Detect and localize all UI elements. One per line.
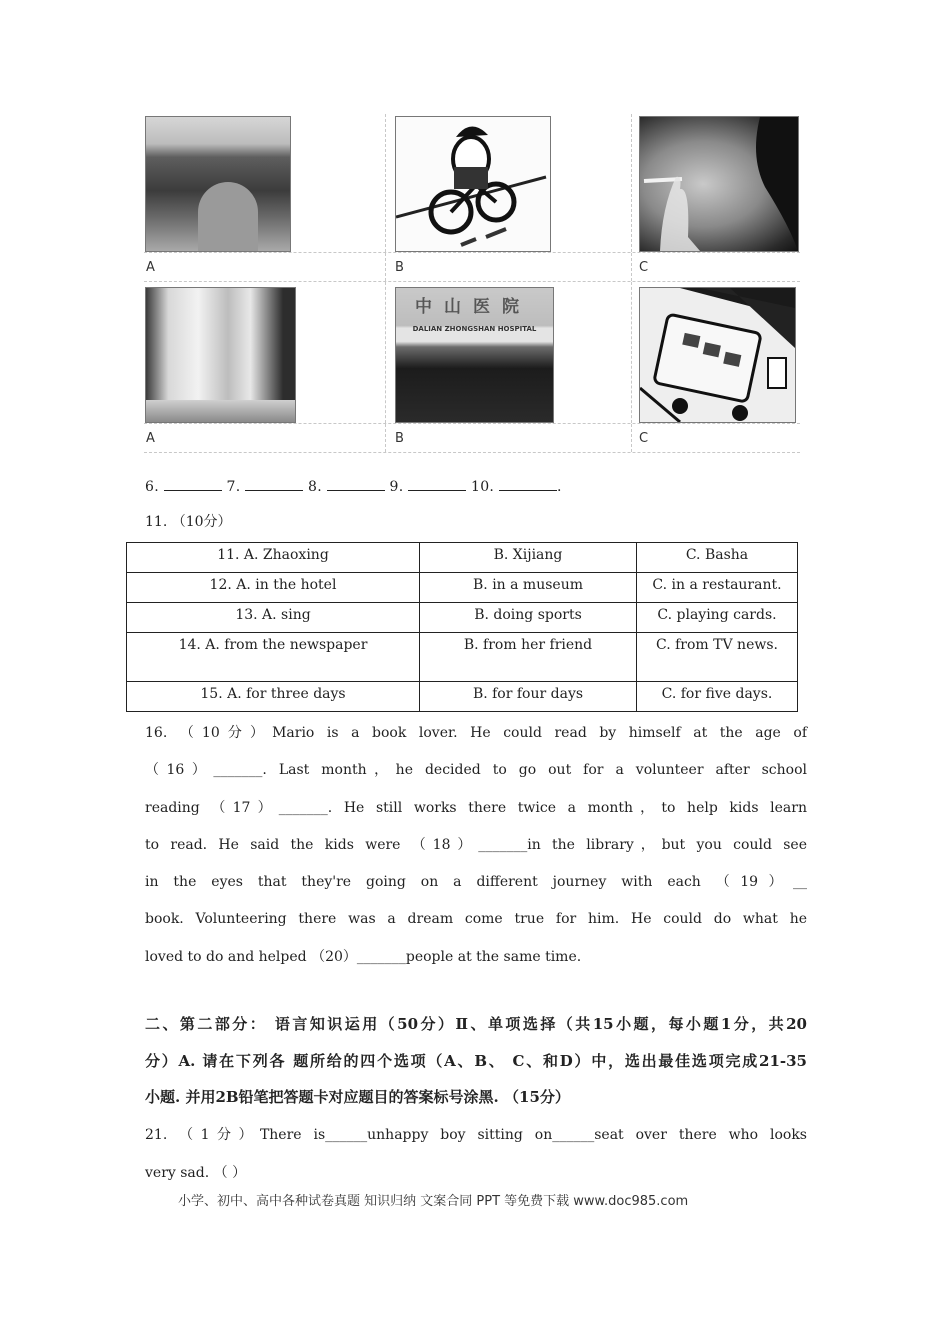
table-cell: C. in a restaurant. (637, 573, 798, 603)
picture-cell-2b (386, 282, 632, 423)
answer-number: 7. (226, 479, 241, 495)
answer-blank[interactable] (245, 478, 303, 491)
answer-number: 6. (145, 479, 159, 495)
passage-line: loved to do and helped （20）_______people at the same time. (145, 948, 582, 965)
table-row (127, 633, 798, 682)
option-label: A (144, 253, 386, 281)
bus-drawing-icon (640, 288, 795, 422)
boy-riding-bicycle-cartoon (395, 116, 551, 252)
question-line: 21. （1分）There is______unhappy boy sitting on______seat over there who looks (145, 1127, 807, 1143)
passage-line: （16）_______. Last month，he decided to go out for a volunteer after school (145, 762, 807, 779)
table-row (127, 543, 798, 573)
option-label: B (386, 424, 632, 452)
answer-blank[interactable] (164, 478, 222, 491)
answer-end-period: . (556, 479, 562, 495)
hospital-entrance-photo (395, 287, 554, 423)
picture-cell-1b (386, 114, 632, 252)
answer-number: 9. (389, 479, 404, 495)
table-cell: 13. A. sing (127, 603, 420, 633)
page-footer: 小学、初中、高中各种试卷真题 知识归纳 文案合同 PPT 等免费下载 www.doc985.com (178, 1194, 689, 1209)
picture-cell-2c (632, 282, 800, 423)
option-label: B (386, 253, 632, 281)
picture-cell-2a (144, 282, 386, 423)
passage-line: in the eyes that they're going on a different journey with each （19）__ (145, 874, 807, 891)
picture-row-1 (144, 114, 800, 252)
option-label: C (639, 260, 649, 275)
table-row (127, 682, 798, 712)
answer-blanks-6-10 (145, 478, 562, 495)
table-cell: B. in a museum (420, 573, 637, 603)
waterfall-photo (145, 287, 296, 423)
section-line: 二、第二部分： 语言知识运用（50分）Ⅱ、单项选择（共15小题，每小题1分，共20 (145, 1015, 807, 1033)
table-row (127, 603, 798, 633)
table-cell: C. from TV news. (637, 633, 798, 682)
section-line: 分）A. 请在下列各 题所给的四个选项（A、B、 C、和D）中，选出最佳选项完成21-35 (145, 1051, 807, 1070)
options-table (126, 542, 798, 712)
bridge-arch (198, 182, 258, 252)
section-two-instructions (145, 1006, 807, 1116)
table-cell: C. Basha (637, 543, 798, 573)
cloze-passage-16-20 (145, 715, 807, 976)
hospital-sign-chinese: 中山医院 (415, 297, 531, 317)
table-cell: 14. A. from the newspaper (127, 633, 420, 682)
picture-cell-1c (632, 114, 800, 252)
picture-row-2 (144, 282, 800, 423)
picture-labels-row-1 (144, 252, 800, 282)
option-label: C (639, 431, 649, 446)
question-21 (145, 1117, 807, 1192)
answer-number: 10. (471, 479, 495, 495)
bridge-with-crowd-photo (145, 116, 291, 252)
answer-blank[interactable] (499, 478, 557, 491)
passage-line: to read. He said the kids were （18）_______in the library，but you could see (145, 836, 807, 853)
table-cell: 12. A. in the hotel (127, 573, 420, 603)
picture-cell-1a (144, 114, 386, 252)
question-line: very sad. （ ） (145, 1164, 247, 1181)
table-cell: 11. A. Zhaoxing (127, 543, 420, 573)
passage-line: book. Volunteering there was a dream come true for him. He could do what he (145, 911, 807, 928)
table-cell: 15. A. for three days (127, 682, 420, 712)
passage-line: reading （17）_______. He still works there twice a month，to help kids learn (145, 799, 807, 816)
table-row (127, 573, 798, 603)
table-cell: C. playing cards. (637, 603, 798, 633)
table-cell: B. for four days (420, 682, 637, 712)
answer-number: 8. (308, 479, 322, 495)
passage-line: 16. （10分）Mario is a book lover. He could read by himself at the age of (145, 725, 807, 741)
section-line: 小题. 并用2B铅笔把答题卡对应题目的答案标号涂黑. （15分） (145, 1088, 570, 1106)
table-cell: C. for five days. (637, 682, 798, 712)
water-pool (146, 400, 295, 422)
question-11-title: 11. （10分） (145, 514, 232, 530)
option-label: A (144, 424, 386, 452)
table-cell: B. Xijiang (420, 543, 637, 573)
bus-stop-cartoon (639, 287, 796, 423)
hospital-sign-english: DALIAN ZHONGSHAN HOSPITAL (412, 325, 537, 333)
answer-blank[interactable] (408, 478, 466, 491)
table-cell: B. doing sports (420, 603, 637, 633)
picture-labels-row-2 (144, 423, 800, 453)
answer-blank[interactable] (327, 478, 385, 491)
picture-grid (144, 114, 800, 453)
table-cell: B. from her friend (420, 633, 637, 682)
bicycle-drawing-icon (396, 117, 550, 251)
cigarette-hand-icon (640, 117, 798, 251)
hand-holding-cigarette-photo (639, 116, 799, 252)
